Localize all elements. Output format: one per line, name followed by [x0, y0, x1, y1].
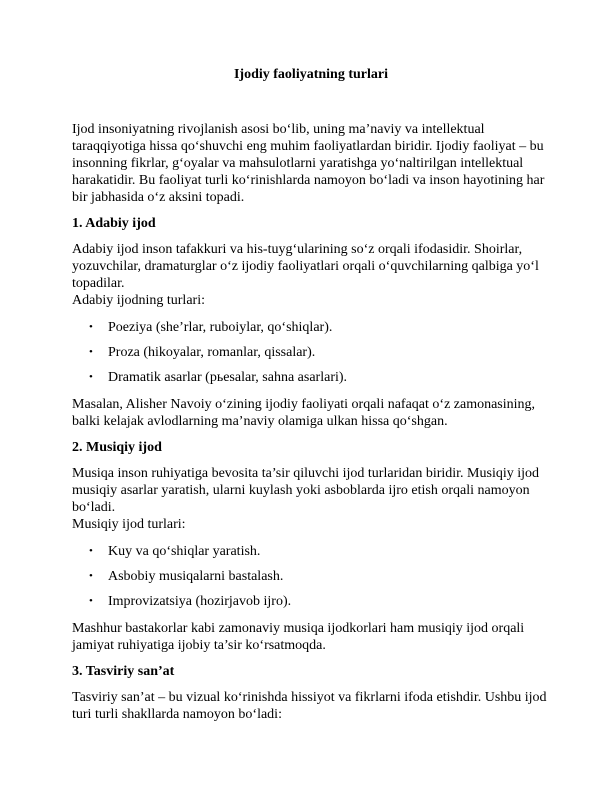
- list-item-text: Proza (hikoyalar, romanlar, qissalar).: [108, 345, 316, 360]
- bullet-icon: •: [89, 595, 93, 607]
- list-item-text: Kuy va qo‘shiqlar yaratish.: [108, 544, 261, 559]
- section-heading-visual-art: 3. Tasviriy san’at: [72, 664, 175, 679]
- list-item: [72, 319, 550, 336]
- list-item: [72, 344, 550, 361]
- document-page: [72, 66, 550, 732]
- section-heading-music: 2. Musiqiy ijod: [72, 440, 162, 455]
- list-item-text: Asbobiy musiqalarni bastalash.: [108, 569, 284, 584]
- section-conclusion: Masalan, Alisher Navoiy o‘zining ijodiy faoliyati orqali nafaqat o‘z zamonasining, balki kelajak avlodlarning ma’naviy olamiga ulkan hissa qo‘shgan.: [72, 397, 536, 429]
- list-item: [72, 543, 550, 560]
- section-conclusion: Mashhur bastakorlar kabi zamonaviy musiqa ijodkorlari ham musiqiy ijod orqali jamiyat ruhiyatiga ijobiy ta’sir ko‘rsatmoqda.: [72, 621, 525, 653]
- list-item-text: Dramatik asarlar (pьesalar, sahna asarlari).: [108, 370, 348, 385]
- intro-paragraph: Ijod insoniyatning rivojlanish asosi bo‘lib, uning ma’naviy va intellektual taraqqiyotiga hissa qo‘shuvchi eng muhim faoliyatlardan biridir. Ijodiy faoliyat – bu insonning fikrlar, g‘oyalar va mahsulotlarni yaratishga yo‘naltirilgan intellektual harakatidir. Bu faoliyat turli ko‘rinishlarda namoyon bo‘ladi va inson hayotining har bir jabhasida o‘z aksini topadi.: [72, 122, 545, 205]
- bullet-list-music: [72, 543, 550, 610]
- bullet-list-literary: [72, 319, 550, 386]
- list-item-text: Poeziya (she’rlar, ruboiylar, qo‘shiqlar).: [108, 320, 333, 335]
- bullet-icon: •: [89, 371, 93, 383]
- list-item: [72, 593, 550, 610]
- section-description: Tasviriy san’at – bu vizual ko‘rinishda hissiyot va fikrlarni ifoda etishdir. Ushbu ijod turi turli shakllarda namoyon bo‘ladi:: [72, 690, 547, 722]
- bullet-icon: •: [89, 570, 93, 582]
- section-description: Adabiy ijod inson tafakkuri va his-tuyg‘ularining so‘z orqali ifodasidir. Shoirlar, yozuvchilar, dramaturglar o‘z ijodiy faoliyatlari orqali o‘quvchilarning qalbiga yo‘l topadilar.: [72, 242, 539, 291]
- list-item-text: Improvizatsiya (hozirjavob ijro).: [108, 594, 292, 609]
- bullet-icon: •: [89, 321, 93, 333]
- bullet-icon: •: [89, 545, 93, 557]
- bullet-icon: •: [89, 346, 93, 358]
- section-heading-literary: 1. Adabiy ijod: [72, 216, 156, 231]
- list-item: [72, 568, 550, 585]
- list-intro: Adabiy ijodning turlari:: [72, 293, 205, 308]
- list-intro: Musiqiy ijod turlari:: [72, 517, 186, 532]
- section-literary-text: [72, 241, 550, 309]
- section-music-text: [72, 465, 550, 533]
- document-title: Ijodiy faoliyatning turlari: [233, 67, 388, 82]
- section-description: Musiqa inson ruhiyatiga bevosita ta’sir qiluvchi ijod turlaridan biridir. Musiqiy ijod musiqiy asarlar yaratish, ularni kuylash yoki asboblarda ijro etish orqali namoyon bo‘ladi.: [72, 466, 540, 515]
- list-item: [72, 369, 550, 386]
